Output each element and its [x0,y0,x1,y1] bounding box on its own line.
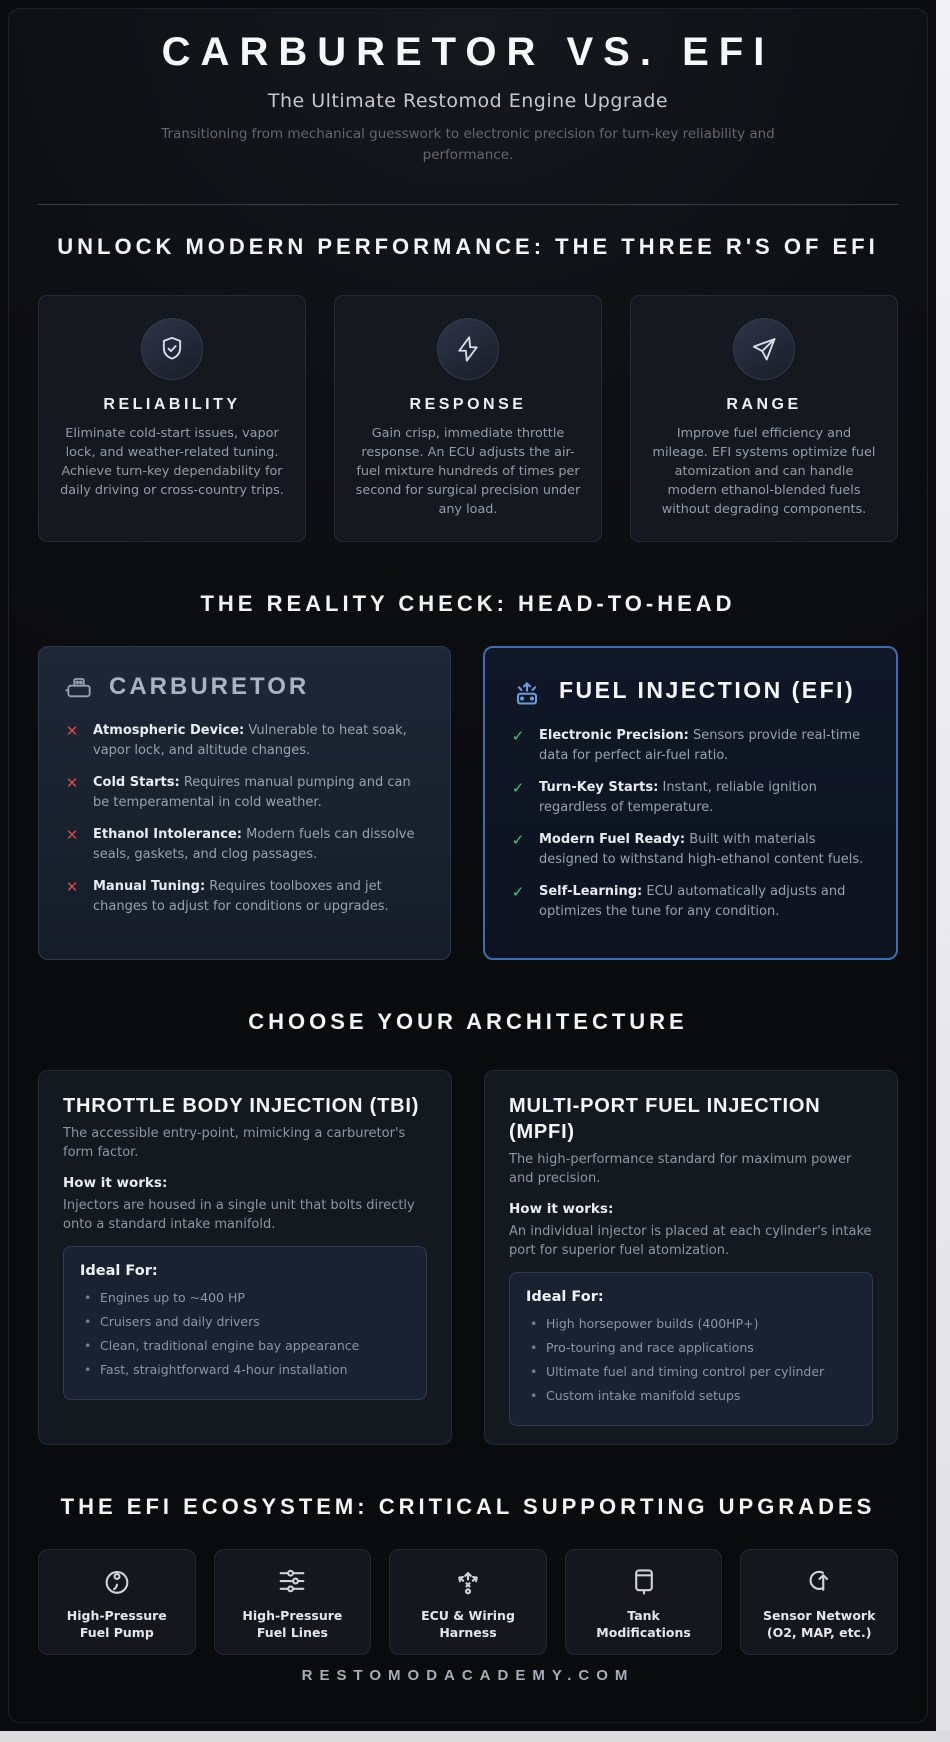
tank-icon [627,1564,661,1598]
comparison-row [38,646,898,960]
item-label: Atmospheric Device: [93,723,245,738]
footer-site-url: RESTOMODACADEMY.COM [301,1667,635,1684]
carburetor-item [63,773,426,812]
fuel-lines-card [214,1549,372,1655]
item-label: Self-Learning: [539,884,643,899]
carburetor-item [63,825,426,864]
paper-plane-icon [733,318,795,380]
range-card [630,295,898,542]
reliability-card [38,295,306,542]
tbi-card [38,1070,452,1445]
efi-card [483,646,898,960]
carburetor-card [38,646,451,960]
tbi-subtitle: The accessible entry-point, mimicking a carburetor's form factor. [63,1125,406,1160]
fuel-lines-icon [275,1564,309,1598]
list-item: • Clean, traditional engine bay appearance [80,1337,410,1355]
efi-item [509,778,872,817]
wiring-harness-label: ECU & Wiring Harness [421,1607,515,1640]
ideal-for-label: Ideal For: [80,1262,158,1279]
item-text: ECU automatically adjusts and optimizes the tune for any condition. [539,884,846,919]
tbi-ideal-box [63,1246,427,1400]
item-text: Requires manual pumping and can be temperamental in cold weather. [93,775,411,810]
cross-icon: ✕ [65,878,79,896]
ideal-for-label: Ideal For: [526,1288,604,1305]
item-text: Requires toolboxes and jet changes to adjust for conditions or upgrades. [93,879,389,914]
fuel-injector-icon [509,672,545,708]
reliability-title: RELIABILITY [103,395,241,413]
carburetor-icon [63,671,95,703]
mpfi-how-text: An individual injector is placed at each cylinder's intake port for superior fuel atomization. [509,1223,872,1258]
section-heading-reality-check: THE REALITY CHECK: HEAD-TO-HEAD [200,590,736,616]
check-icon: ✓ [511,779,525,797]
efi-title: FUEL INJECTION (EFI) [559,676,856,703]
item-label: Modern Fuel Ready: [539,832,686,847]
efi-item [509,830,872,869]
mpfi-ideal-list [526,1315,856,1405]
item-text: Sensors provide real-time data for perfect air-fuel ratio. [539,728,861,763]
fuel-pump-card [38,1549,196,1655]
cross-icon: ✕ [65,826,79,844]
efi-item [509,726,872,765]
page-subtitle: The Ultimate Restomod Engine Upgrade [267,90,669,112]
response-title: RESPONSE [409,395,527,413]
check-icon: ✓ [511,883,525,901]
carburetor-item [63,721,426,760]
tank-mods-card [565,1549,723,1655]
carburetor-title: CARBURETOR [109,673,310,700]
efi-item [509,882,872,921]
tbi-how-text: Injectors are housed in a single unit that bolts directly onto a standard intake manifold. [63,1197,415,1232]
list-item: • Custom intake manifold setups [526,1387,856,1405]
list-item: • Ultimate fuel and timing control per cylinder [526,1363,856,1381]
list-item: • Pro-touring and race applications [526,1339,856,1357]
page-edge-bottom [0,1731,950,1742]
tbi-ideal-list [80,1289,410,1379]
page-title: CARBURETOR VS. EFI [161,30,775,74]
sensor-network-card [740,1549,898,1655]
reliability-body: Eliminate cold-start issues, vapor lock, and weather-related tuning. Achieve turn-key dependability for daily driving or cross-country trips. [60,425,284,498]
sensor-icon [802,1564,836,1598]
shield-check-icon [141,318,203,380]
wiring-harness-card [389,1549,547,1655]
item-label: Cold Starts: [93,775,180,790]
response-body: Gain crisp, immediate throttle response. An ECU adjusts the air-fuel mixture hundreds of times per second for surgical precision under any load. [355,425,581,517]
fuel-pump-label: High-Pressure Fuel Pump [66,1607,167,1640]
tbi-how-label: How it works: [63,1174,168,1191]
section-heading-three-rs: UNLOCK MODERN PERFORMANCE: THE THREE R'S OF EFI [57,234,879,259]
item-text: Vulnerable to heat soak, vapor lock, and altitude changes. [93,723,407,758]
mpfi-ideal-box [509,1272,873,1426]
three-rs-row [38,295,898,542]
item-label: Electronic Precision: [539,728,689,743]
range-body: Improve fuel efficiency and mileage. EFI systems optimize fuel atomization and can handle modern ethanol-blended fuels without degrading components. [652,425,876,517]
item-label: Ethanol Intolerance: [93,827,242,842]
fuel-lines-label: High-Pressure Fuel Lines [242,1607,343,1640]
list-item: • High horsepower builds (400HP+) [526,1315,856,1333]
response-card [334,295,602,542]
carburetor-item [63,877,426,916]
item-label: Turn-Key Starts: [539,780,659,795]
tbi-title: THROTTLE BODY INJECTION (TBI) [63,1094,420,1117]
page-description: Transitioning from mechanical guesswork to electronic precision for turn-key reliability and performance. [161,126,775,163]
lightning-icon [437,318,499,380]
tank-mods-label: Tank Modifications [596,1607,691,1640]
check-icon: ✓ [511,831,525,849]
sensor-network-label: Sensor Network (O2, MAP, etc.) [762,1607,876,1640]
item-label: Manual Tuning: [93,879,206,894]
wiring-harness-icon [451,1564,485,1598]
mpfi-card [484,1070,898,1445]
list-item: • Cruisers and daily drivers [80,1313,410,1331]
ecosystem-row [38,1549,898,1655]
item-text: Instant, reliable ignition regardless of temperature. [539,780,817,815]
item-text: Built with materials designed to withstand high-ethanol content fuels. [539,832,864,867]
list-item: • Engines up to ~400 HP [80,1289,410,1307]
mpfi-subtitle: The high-performance standard for maximum power and precision. [509,1151,852,1186]
page-edge-right [936,0,950,1742]
architecture-row [38,1070,898,1445]
mpfi-title: MULTI-PORT FUEL INJECTION (MPFI) [509,1094,821,1143]
section-heading-ecosystem: THE EFI ECOSYSTEM: CRITICAL SUPPORTING UPGRADES [60,1493,876,1519]
section-heading-architecture: CHOOSE YOUR ARCHITECTURE [248,1009,688,1034]
mpfi-how-label: How it works: [509,1200,614,1217]
item-text: Modern fuels can dissolve seals, gaskets, and clog passages. [93,827,415,862]
cross-icon: ✕ [65,774,79,792]
range-title: RANGE [726,395,802,413]
check-icon: ✓ [511,727,525,745]
header-divider [38,204,898,205]
list-item: • Fast, straightforward 4-hour installation [80,1361,410,1379]
cross-icon: ✕ [65,722,79,740]
fuel-pump-icon [100,1564,134,1598]
